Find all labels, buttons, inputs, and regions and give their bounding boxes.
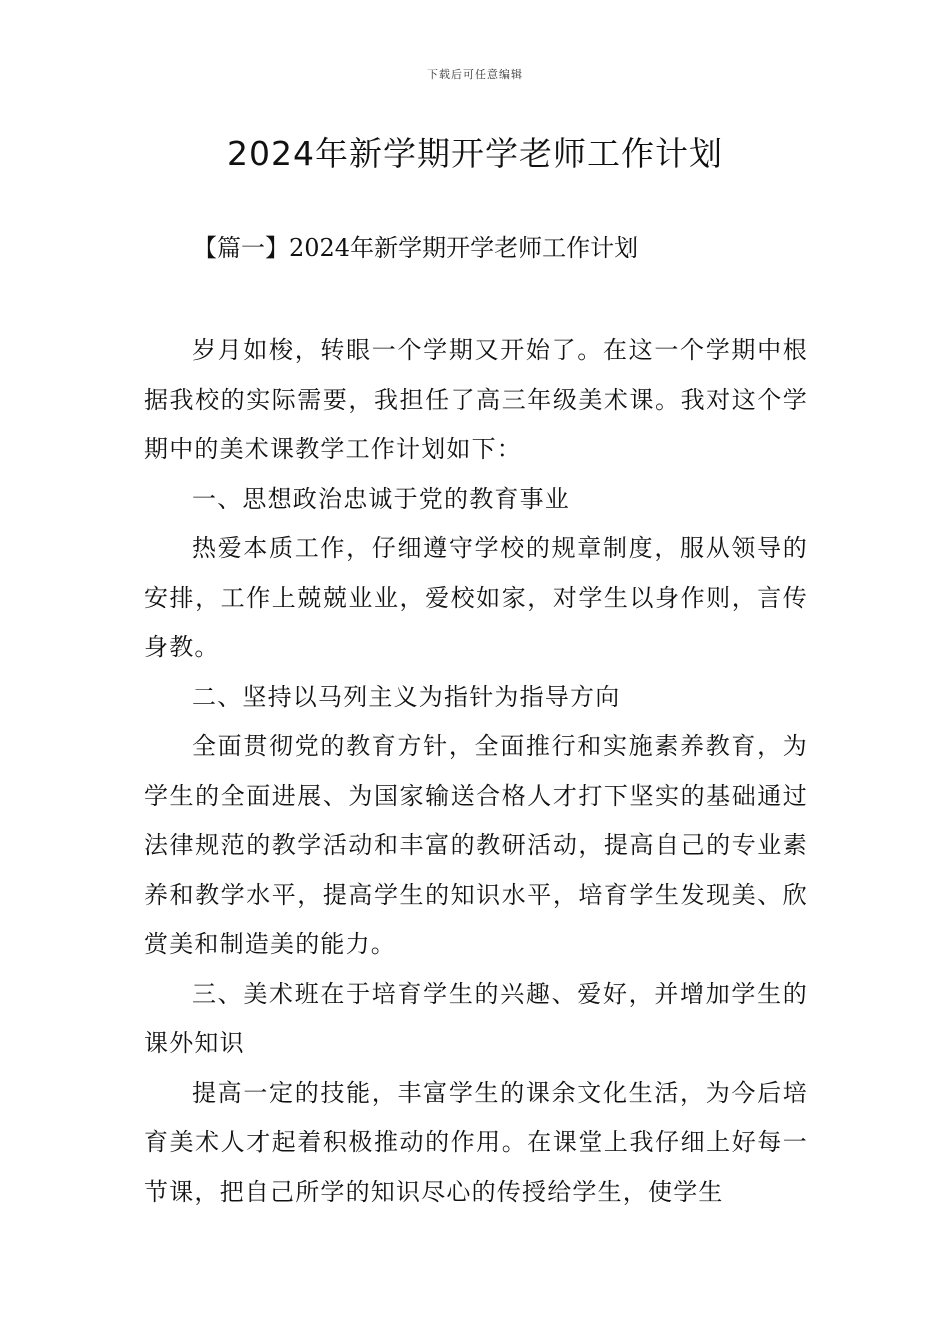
document-title: 2024年新学期开学老师工作计划 — [227, 134, 723, 173]
paragraph-3: 提高一定的技能，丰富学生的课余文化生活，为今后培育美术人才起着积极推动的作用。在课堂上我仔细上好每一节课，把自己所学的知识尽心的传授给学生，使学生 — [144, 1078, 808, 1206]
page-header-note: 下载后可任意编辑 — [427, 68, 523, 81]
subheading-1: 一、思想政治忠诚于党的教育事业 — [192, 484, 570, 513]
subheading-3: 三、美术班在于培育学生的兴趣、爱好，并增加学生的课外知识 — [144, 979, 808, 1057]
document-body — [144, 326, 808, 1217]
paragraph-intro: 岁月如梭，转眼一个学期又开始了。在这一个学期中根据我校的实际需要，我担任了高三年级美术课。我对这个学期中的美术课教学工作计划如下： — [144, 336, 808, 463]
subheading-2: 二、坚持以马列主义为指针为指导方向 — [192, 682, 621, 711]
paragraph-2: 全面贯彻党的教育方针，全面推行和实施素养教育，为学生的全面进展、为国家输送合格人才打下坚实的基础通过法律规范的教学活动和丰富的教研活动，提高自己的专业素养和教学水平，提高学生的知识水平，培育学生发现美、欣赏美和制造美的能力。 — [144, 732, 808, 958]
section-heading: 【篇一】2024年新学期开学老师工作计划 — [193, 234, 639, 262]
paragraph-1: 热爱本质工作，仔细遵守学校的规章制度，服从领导的安排，工作上兢兢业业，爱校如家，对学生以身作则，言传身教。 — [144, 534, 808, 661]
